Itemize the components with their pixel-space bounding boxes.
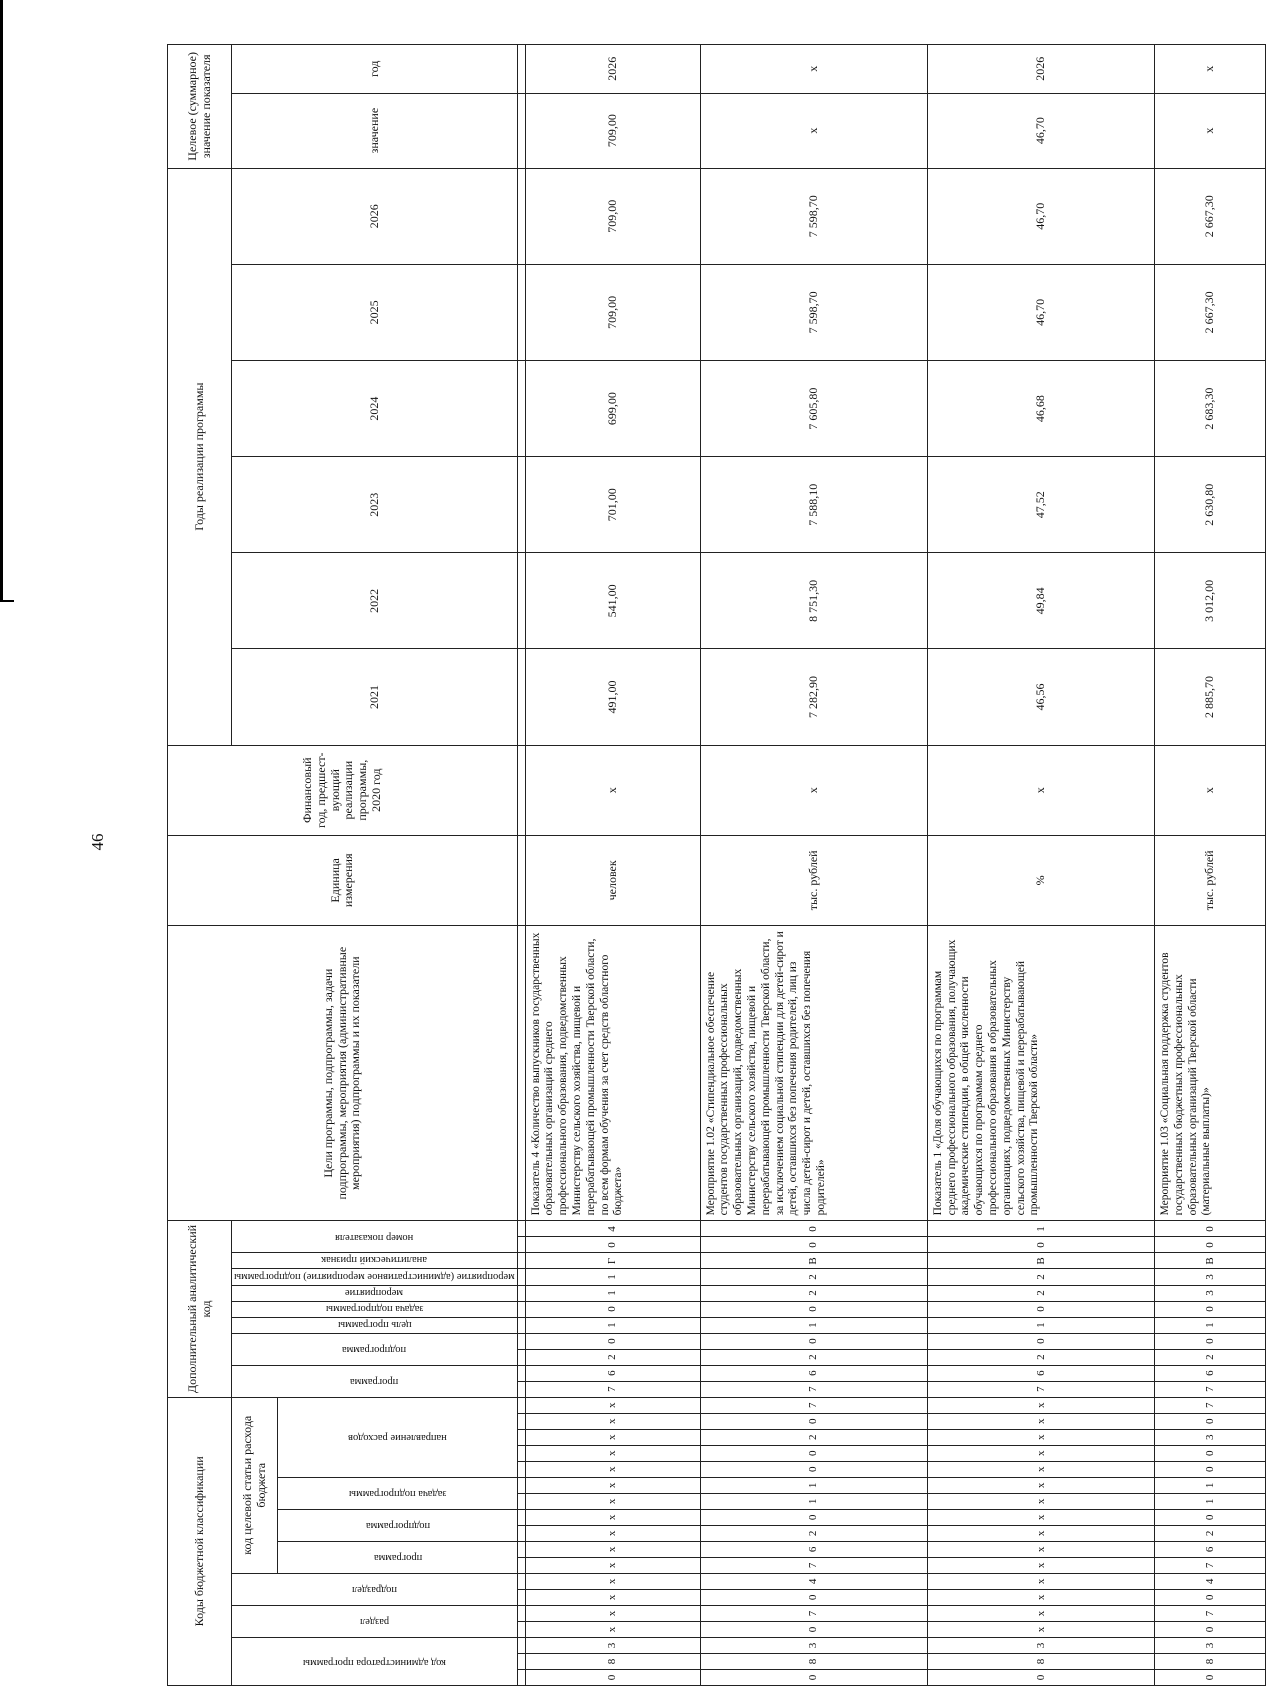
- sub-task-code-header: задача подпрограммы: [278, 1477, 517, 1509]
- code-digit: х: [525, 1605, 700, 1621]
- target-item-header: код целевой статьи расхода бюджета: [232, 1397, 278, 1573]
- analytic-digit: 1: [700, 1317, 927, 1333]
- code-digit: 0: [1154, 1669, 1265, 1685]
- code-digit: х: [525, 1541, 700, 1557]
- years-group-header: Годы реализации программы: [168, 168, 232, 745]
- row-description: Показатель 4 «Количество выпускников государственных образовательных организаций среднего профессионального образования, подведомственных Министерству сельского хозяйства, пищевой и перерабатывающей промышленности Тверской области, по всем формам обучения за счет средств областного бюджета»: [525, 925, 700, 1221]
- code-digit: х: [927, 1621, 1154, 1637]
- analytic-digit: 7: [525, 1381, 700, 1397]
- analytic-digit: 1: [927, 1317, 1154, 1333]
- row-unit: тыс. рублей: [1154, 835, 1265, 925]
- row-year-value: 2 630,80: [1154, 457, 1265, 553]
- year-header: 2022: [232, 553, 518, 649]
- unit-header: Единица измерения: [168, 835, 518, 925]
- row-year-value: 7 588,10: [700, 457, 927, 553]
- code-digit: 0: [525, 1669, 700, 1685]
- code-digit: 2: [700, 1429, 927, 1445]
- a-sign-header: аналитический признак: [232, 1253, 518, 1269]
- analytic-digit: 2: [927, 1285, 1154, 1301]
- row-year-value: 46,56: [927, 649, 1154, 745]
- code-digit: х: [927, 1413, 1154, 1429]
- code-digit: 0: [1154, 1589, 1265, 1605]
- code-digit: 1: [1154, 1477, 1265, 1493]
- code-digit: 0: [700, 1445, 927, 1461]
- analytic-digit: 4: [525, 1221, 700, 1237]
- analytic-digit: 0: [1154, 1237, 1265, 1253]
- subprogram-code-header: подпрограмма: [278, 1509, 517, 1541]
- a-task-header: задача подпрограммы: [232, 1301, 518, 1317]
- analytic-digit: 2: [525, 1349, 700, 1365]
- analytic-digit: 2: [1154, 1349, 1265, 1365]
- row-year-value: 47,52: [927, 457, 1154, 553]
- code-digit: х: [927, 1557, 1154, 1573]
- analytic-digit: 1: [1154, 1317, 1265, 1333]
- table-row: [525, 45, 700, 1686]
- code-digit: 8: [927, 1653, 1154, 1669]
- row-target-year: х: [700, 45, 927, 94]
- a-subprogram-header: подпрограмма: [232, 1333, 518, 1365]
- row-year-value: 699,00: [525, 361, 700, 457]
- analytic-code-header: Дополнительный аналитический код: [168, 1221, 232, 1397]
- code-digit: х: [927, 1573, 1154, 1589]
- code-digit: 8: [525, 1653, 700, 1669]
- code-digit: 0: [700, 1509, 927, 1525]
- code-digit: 2: [1154, 1525, 1265, 1541]
- row-unit: человек: [525, 835, 700, 925]
- row-year-value: 8 751,30: [700, 553, 927, 649]
- code-digit: 1: [1154, 1493, 1265, 1509]
- row-year-value: 2 885,70: [1154, 649, 1265, 745]
- row-year-value: 46,70: [927, 168, 1154, 264]
- row-base-value: х: [927, 745, 1154, 835]
- row-year-value: 46,68: [927, 361, 1154, 457]
- row-year-value: 709,00: [525, 168, 700, 264]
- row-year-value: 2 667,30: [1154, 168, 1265, 264]
- code-digit: 7: [700, 1605, 927, 1621]
- code-digit: 0: [927, 1669, 1154, 1685]
- analytic-digit: 0: [927, 1333, 1154, 1349]
- analytic-digit: В: [1154, 1253, 1265, 1269]
- code-digit: 0: [1154, 1509, 1265, 1525]
- analytic-digit: 6: [927, 1365, 1154, 1381]
- base-year-header: Финансовый год, предшест-вующий реализации программы, 2020 год: [168, 745, 518, 835]
- row-year-value: 709,00: [525, 264, 700, 360]
- analytic-digit: 1: [525, 1269, 700, 1285]
- code-digit: х: [927, 1493, 1154, 1509]
- section-header: раздел: [232, 1605, 518, 1637]
- row-year-value: 49,84: [927, 553, 1154, 649]
- admin-code-header: код администратора программы: [232, 1637, 518, 1685]
- code-digit: 0: [1154, 1461, 1265, 1477]
- year-header: 2026: [232, 168, 518, 264]
- row-year-value: 7 598,70: [700, 264, 927, 360]
- code-digit: 0: [700, 1461, 927, 1477]
- analytic-digit: 2: [700, 1349, 927, 1365]
- rotated-table-container: [167, 44, 1216, 1686]
- code-digit: х: [525, 1525, 700, 1541]
- target-header: Целевое (суммарное) значение показателя: [168, 45, 232, 169]
- subsection-header: подраздел: [232, 1573, 518, 1605]
- code-digit: 6: [1154, 1541, 1265, 1557]
- analytic-digit: 7: [700, 1381, 927, 1397]
- row-year-value: 2 683,30: [1154, 361, 1265, 457]
- year-header: 2024: [232, 361, 518, 457]
- code-digit: х: [525, 1429, 700, 1445]
- code-digit: х: [525, 1413, 700, 1429]
- analytic-digit: 0: [1154, 1301, 1265, 1317]
- row-description: Мероприятие 1.02 «Стипендиальное обеспечение студентов государственных профессиональных образовательных организаций, подведомственных Министерству сельского хозяйства, пищевой и перерабатывающей промышленности Тверской области, за исключением социальной стипендии для детей-сирот и детей, оставшихся без попечения родителей, лиц из числа детей-сирот и детей, оставшихся без попечения родителей»: [700, 925, 927, 1221]
- row-unit: тыс. рублей: [700, 835, 927, 925]
- analytic-digit: 1: [927, 1221, 1154, 1237]
- code-digit: х: [525, 1445, 700, 1461]
- row-target-value: 46,70: [927, 93, 1154, 168]
- code-digit: 1: [700, 1493, 927, 1509]
- code-digit: 3: [700, 1637, 927, 1653]
- code-digit: 1: [700, 1477, 927, 1493]
- row-description: Показатель 1 «Доля обучающихся по программам среднего профессионального образования, получающих академические стипендии, в общей численности обучающихся по программам среднего профессионального образования в образовательных организациях, подведомственных Министерству сельского хозяйства, пищевой и перерабатывающей промышленности Тверской области»: [927, 925, 1154, 1221]
- code-digit: х: [525, 1397, 700, 1413]
- code-digit: 3: [1154, 1637, 1265, 1653]
- analytic-digit: 0: [927, 1301, 1154, 1317]
- row-target-value: х: [700, 93, 927, 168]
- analytic-digit: 0: [700, 1221, 927, 1237]
- code-digit: х: [525, 1557, 700, 1573]
- analytic-digit: 2: [700, 1269, 927, 1285]
- code-digit: 7: [700, 1557, 927, 1573]
- row-year-value: 701,00: [525, 457, 700, 553]
- analytic-digit: 0: [700, 1301, 927, 1317]
- year-header: 2021: [232, 649, 518, 745]
- analytic-digit: 0: [525, 1333, 700, 1349]
- analytic-digit: В: [700, 1253, 927, 1269]
- scan-edge-mark: [0, 600, 14, 602]
- table-row: [927, 45, 1154, 1686]
- analytic-digit: 0: [1154, 1221, 1265, 1237]
- code-digit: х: [525, 1461, 700, 1477]
- code-digit: х: [525, 1589, 700, 1605]
- code-digit: х: [927, 1509, 1154, 1525]
- row-year-value: 3 012,00: [1154, 553, 1265, 649]
- analytic-digit: 3: [1154, 1269, 1265, 1285]
- a-event-header: мероприятие: [232, 1285, 518, 1301]
- header-spacer-row: [517, 45, 525, 1686]
- code-digit: х: [927, 1525, 1154, 1541]
- code-digit: 0: [1154, 1621, 1265, 1637]
- code-digit: 0: [700, 1669, 927, 1685]
- expense-direction-header: направление расходов: [278, 1397, 517, 1477]
- analytic-digit: 3: [1154, 1285, 1265, 1301]
- row-year-value: 46,70: [927, 264, 1154, 360]
- code-digit: 2: [700, 1525, 927, 1541]
- a-admin-event-header: мероприятие (административное мероприятие) подпрограммы: [232, 1269, 518, 1285]
- scan-edge-mark: [0, 0, 3, 600]
- code-digit: х: [927, 1477, 1154, 1493]
- analytic-digit: В: [927, 1253, 1154, 1269]
- row-year-value: 7 282,90: [700, 649, 927, 745]
- code-digit: х: [927, 1541, 1154, 1557]
- code-digit: 7: [1154, 1397, 1265, 1413]
- analytic-digit: 7: [1154, 1381, 1265, 1397]
- year-header: 2025: [232, 264, 518, 360]
- code-digit: 0: [700, 1589, 927, 1605]
- row-year-value: 7 598,70: [700, 168, 927, 264]
- analytic-digit: 0: [525, 1301, 700, 1317]
- code-digit: х: [927, 1589, 1154, 1605]
- analytic-digit: Г: [525, 1253, 700, 1269]
- a-program-header: программа: [232, 1365, 518, 1397]
- code-digit: х: [525, 1493, 700, 1509]
- analytic-digit: 1: [525, 1317, 700, 1333]
- code-digit: 3: [1154, 1429, 1265, 1445]
- analytic-digit: 0: [700, 1237, 927, 1253]
- budget-codes-header: Коды бюджетной классификации: [168, 1397, 232, 1685]
- program-code-header: программа: [278, 1541, 517, 1573]
- table-row: [1154, 45, 1265, 1686]
- code-digit: х: [525, 1621, 700, 1637]
- code-digit: 4: [1154, 1573, 1265, 1589]
- code-digit: 8: [700, 1653, 927, 1669]
- row-base-value: х: [1154, 745, 1265, 835]
- row-description: Мероприятие 1.03 «Социальная поддержка студентов государственных бюджетных профессиональных образовательных организаций Тверской области (материальные выплаты)»: [1154, 925, 1265, 1221]
- row-unit: %: [927, 835, 1154, 925]
- analytic-digit: 6: [1154, 1365, 1265, 1381]
- code-digit: 0: [700, 1413, 927, 1429]
- code-digit: 0: [1154, 1445, 1265, 1461]
- code-digit: 0: [1154, 1413, 1265, 1429]
- table-row: [700, 45, 927, 1686]
- row-year-value: 2 667,30: [1154, 264, 1265, 360]
- row-year-value: 7 605,80: [700, 361, 927, 457]
- a-indicator-header: номер показателя: [232, 1221, 518, 1253]
- analytic-digit: 2: [927, 1349, 1154, 1365]
- row-target-year: 2026: [525, 45, 700, 94]
- code-digit: 3: [927, 1637, 1154, 1653]
- code-digit: 7: [1154, 1557, 1265, 1573]
- code-digit: 3: [525, 1637, 700, 1653]
- code-digit: х: [525, 1477, 700, 1493]
- analytic-digit: 0: [700, 1333, 927, 1349]
- analytic-digit: 6: [700, 1365, 927, 1381]
- row-base-value: х: [525, 745, 700, 835]
- code-digit: х: [525, 1509, 700, 1525]
- analytic-digit: 1: [525, 1285, 700, 1301]
- target-value-header: значение: [232, 93, 518, 168]
- code-digit: 8: [1154, 1653, 1265, 1669]
- row-target-value: 709,00: [525, 93, 700, 168]
- analytic-digit: 2: [700, 1285, 927, 1301]
- analytic-digit: 6: [525, 1365, 700, 1381]
- year-header: 2023: [232, 457, 518, 553]
- row-base-value: х: [700, 745, 927, 835]
- code-digit: х: [927, 1397, 1154, 1413]
- analytic-digit: 0: [1154, 1333, 1265, 1349]
- analytic-digit: 2: [927, 1269, 1154, 1285]
- row-year-value: 491,00: [525, 649, 700, 745]
- analytic-digit: 0: [525, 1237, 700, 1253]
- row-target-value: х: [1154, 93, 1265, 168]
- code-digit: 6: [700, 1541, 927, 1557]
- code-digit: х: [927, 1445, 1154, 1461]
- page-number: 46: [88, 833, 107, 851]
- code-digit: х: [525, 1573, 700, 1589]
- row-target-year: х: [1154, 45, 1265, 94]
- row-target-year: 2026: [927, 45, 1154, 94]
- analytic-digit: 7: [927, 1381, 1154, 1397]
- analytic-digit: 0: [927, 1237, 1154, 1253]
- code-digit: 7: [700, 1397, 927, 1413]
- row-year-value: 541,00: [525, 553, 700, 649]
- program-table: [167, 44, 1266, 1686]
- code-digit: х: [927, 1461, 1154, 1477]
- code-digit: 0: [700, 1621, 927, 1637]
- code-digit: х: [927, 1429, 1154, 1445]
- code-digit: 7: [1154, 1605, 1265, 1621]
- target-year-header: год: [232, 45, 518, 94]
- code-digit: х: [927, 1605, 1154, 1621]
- code-digit: 4: [700, 1573, 927, 1589]
- a-goal-header: цель программы: [232, 1317, 518, 1333]
- goals-header: Цели программы, подпрограммы, задачи подпрограммы, мероприятия (административные мероприятия) подпрограммы и их показатели: [168, 925, 518, 1221]
